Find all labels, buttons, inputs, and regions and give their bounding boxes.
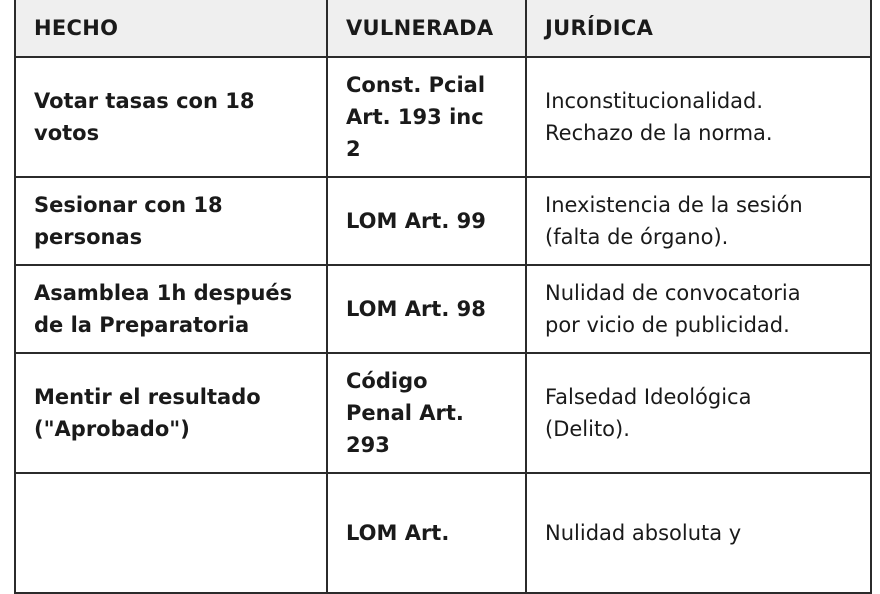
cell-line: Sesionar con 18 — [34, 193, 223, 217]
cell-line: LOM Art. — [346, 521, 450, 545]
cell-hecho — [15, 265, 327, 353]
cell-line: (falta de órgano). — [545, 225, 729, 249]
cell-hecho — [15, 353, 327, 473]
table-row — [15, 473, 871, 593]
cell-line: 2 — [346, 137, 361, 161]
cell-consecuencia — [526, 473, 871, 593]
cell-line: Asamblea 1h después — [34, 281, 293, 305]
cell-line: LOM Art. 98 — [346, 297, 486, 321]
cell-line: Mentir el resultado — [34, 385, 261, 409]
cell-line: LOM Art. 99 — [346, 209, 486, 233]
cell-norma — [327, 265, 526, 353]
cell-line: Const. Pcial — [346, 73, 486, 97]
cell-line: (Delito). — [545, 417, 630, 441]
cell-line: Código — [346, 369, 428, 393]
header-norma-vulnerada — [327, 0, 526, 57]
table-header-row — [15, 0, 871, 57]
cell-line: Votar tasas con 18 — [34, 89, 255, 113]
cell-norma — [327, 177, 526, 265]
cell-line: Falsedad Ideológica — [545, 385, 752, 409]
cell-hecho — [15, 473, 327, 593]
cell-norma — [327, 473, 526, 593]
cell-line: Penal Art. — [346, 401, 464, 425]
cell-line: por vicio de publicidad. — [545, 313, 790, 337]
cell-line: ("Aprobado") — [34, 417, 190, 441]
table-row — [15, 353, 871, 473]
cell-line: personas — [34, 225, 143, 249]
cell-line: Rechazo de la norma. — [545, 121, 773, 145]
cell-hecho — [15, 177, 327, 265]
cell-norma — [327, 353, 526, 473]
cell-line: 293 — [346, 433, 390, 457]
header-norma-text: VULNERADA — [346, 16, 494, 40]
cell-consecuencia — [526, 177, 871, 265]
cell-hecho — [15, 57, 327, 177]
header-consecuencia-juridica — [526, 0, 871, 57]
cell-line: Nulidad de convocatoria — [545, 281, 801, 305]
cell-line: votos — [34, 121, 100, 145]
cell-line: Art. 193 inc — [346, 105, 484, 129]
legal-consequences-table — [14, 0, 872, 594]
cell-line: de la Preparatoria — [34, 313, 250, 337]
cell-line: Inconstitucionalidad. — [545, 89, 764, 113]
cell-line: Nulidad absoluta y — [545, 521, 742, 545]
header-consecuencia-text: JURÍDICA — [545, 16, 654, 40]
cell-consecuencia — [526, 265, 871, 353]
cell-consecuencia — [526, 353, 871, 473]
cell-norma — [327, 57, 526, 177]
table-row — [15, 265, 871, 353]
header-hecho — [15, 0, 327, 57]
cell-line: Inexistencia de la sesión — [545, 193, 803, 217]
table-row — [15, 177, 871, 265]
header-hecho-text: HECHO — [34, 16, 119, 40]
table-row — [15, 57, 871, 177]
cell-consecuencia — [526, 57, 871, 177]
